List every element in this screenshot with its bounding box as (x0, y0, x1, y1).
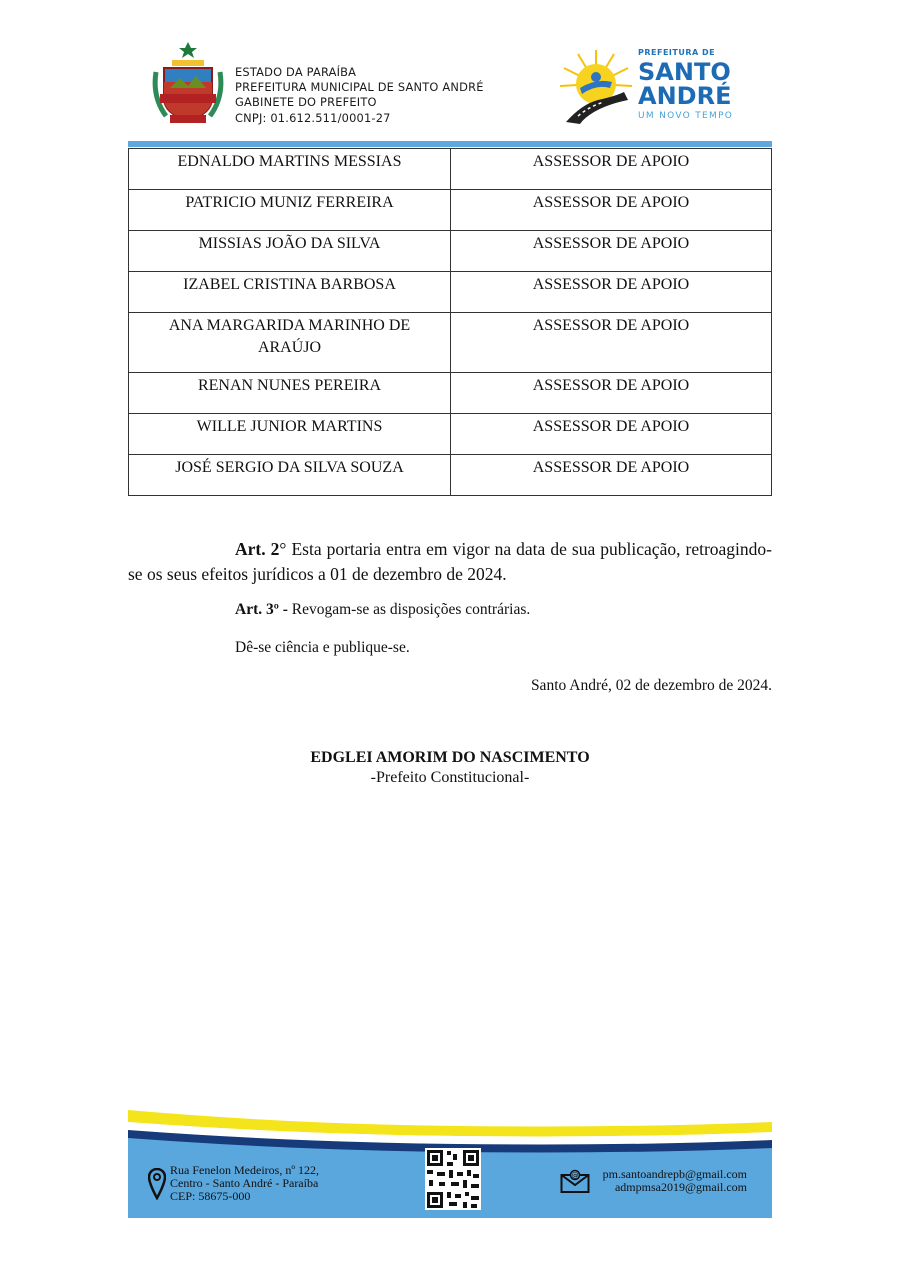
qr-code[interactable] (425, 1148, 481, 1210)
signatory-name: EDGLEI AMORIM DO NASCIMENTO (310, 749, 590, 766)
staff-table (128, 148, 772, 496)
table-row (129, 455, 772, 496)
email-address[interactable]: pm.santoandrepb@gmail.com (602, 1167, 747, 1181)
address-line: Centro - Santo André - Paraíba (170, 1176, 319, 1190)
article-2-label: Art. 2 (235, 539, 280, 559)
table-row (129, 272, 772, 313)
coat-of-arms-icon (150, 42, 224, 130)
article-3-paragraph (235, 600, 530, 620)
table-row (129, 414, 772, 455)
staff-name-cell: WILLE JUNIOR MARTINS (129, 414, 451, 455)
staff-name-cell: ANA MARGARIDA MARINHO DE ARAÚJO (129, 313, 451, 373)
staff-role-cell: ASSESSOR DE APOIO (451, 190, 772, 231)
article-3-text: Revogam-se as disposições contrárias. (287, 601, 531, 618)
staff-role-cell: ASSESSOR DE APOIO (451, 455, 772, 496)
document-header (128, 40, 772, 140)
table-row (129, 190, 772, 231)
staff-role-cell: ASSESSOR DE APOIO (451, 373, 772, 414)
staff-name-cell: PATRICIO MUNIZ FERREIRA (129, 190, 451, 231)
staff-name-cell: IZABEL CRISTINA BARBOSA (129, 272, 451, 313)
staff-role-cell: ASSESSOR DE APOIO (451, 149, 772, 190)
table-row (129, 373, 772, 414)
staff-name-cell: JOSÉ SERGIO DA SILVA SOUZA (129, 455, 451, 496)
logo-line-1: SANTO (638, 58, 731, 86)
email-address[interactable]: admpmsa2019@gmail.com (614, 1180, 747, 1194)
staff-name-cell: MISSIAS JOÃO DA SILVA (129, 231, 451, 272)
table-row (129, 149, 772, 190)
address-line: CEP: 58675-000 (170, 1189, 251, 1203)
logo-tagline: UM NOVO TEMPO (638, 111, 734, 121)
staff-name-cell: EDNALDO MARTINS MESSIAS (129, 149, 451, 190)
staff-role-cell: ASSESSOR DE APOIO (451, 414, 772, 455)
logo-small-text: PREFEITURA DE (638, 48, 716, 57)
publish-line: Dê-se ciência e publique-se. (235, 639, 410, 656)
header-line-cabinet: GABINETE DO PREFEITO (235, 95, 377, 110)
header-line-state: ESTADO DA PARAÍBA (235, 65, 357, 79)
svg-text:@: @ (571, 1171, 579, 1180)
header-line-prefecture: PREFEITURA MUNICIPAL DE SANTO ANDRÉ (235, 80, 484, 95)
staff-name-cell: RENAN NUNES PEREIRA (129, 373, 451, 414)
staff-role-cell: ASSESSOR DE APOIO (451, 272, 772, 313)
date-line: Santo André, 02 de dezembro de 2024. (530, 677, 772, 694)
address-line: Rua Fenelon Medeiros, nº 122, (170, 1163, 320, 1177)
header-line-cnpj: CNPJ: 01.612.511/0001-27 (235, 110, 391, 125)
logo-line-2: ANDRÉ (638, 82, 732, 110)
article-2-paragraph (128, 537, 772, 587)
staff-role-cell: ASSESSOR DE APOIO (451, 231, 772, 272)
article-3-label: Art. 3º - (235, 601, 288, 618)
table-row (129, 231, 772, 272)
table-row (129, 313, 772, 373)
email-icon (560, 1169, 590, 1193)
document-footer (128, 1108, 772, 1218)
footer-emails (603, 1168, 747, 1194)
signatory-role: -Prefeito Constitucional- (370, 769, 530, 786)
header-divider-bar (128, 141, 772, 147)
footer-address (170, 1164, 319, 1203)
article-2-text: ° Esta portaria entra em vigor na data de sua publicação, retroagindo-se os seus efeitos jurídicos a 01 de dezembro de 2024. (128, 539, 772, 584)
header-text-block (235, 65, 484, 126)
staff-table-body (129, 149, 772, 496)
map-pin-icon (148, 1168, 166, 1200)
staff-role-cell: ASSESSOR DE APOIO (451, 313, 772, 373)
